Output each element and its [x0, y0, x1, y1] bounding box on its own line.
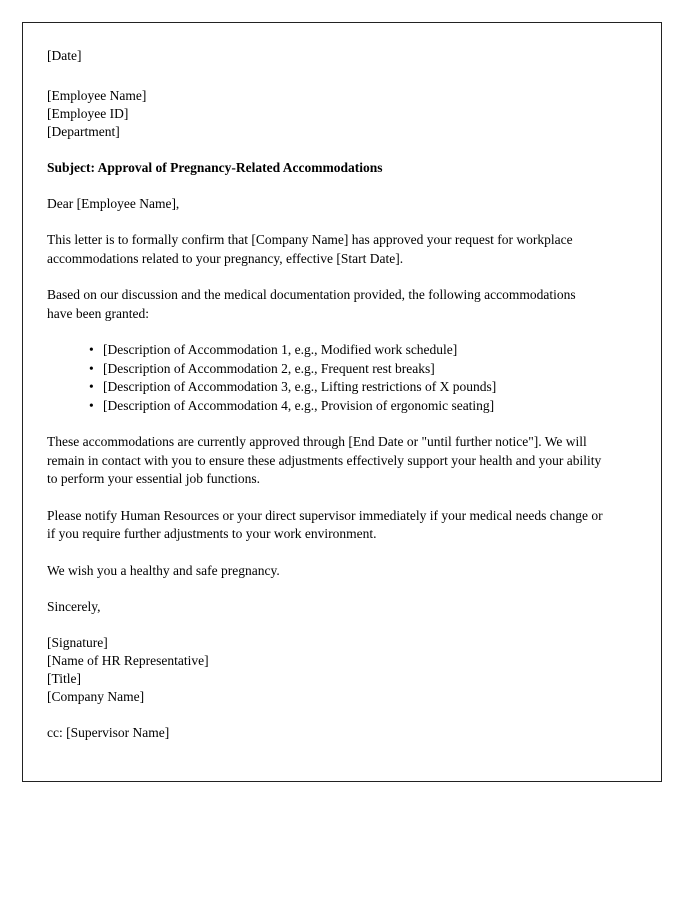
paragraph-duration: These accommodations are currently approved through [End Date or "until further notice"]. We will remain in contact with you to ensure these adjustments effectively support your health and your ability to perform your essential job functions. [47, 434, 602, 486]
accommodation-list [47, 341, 603, 415]
spacer [47, 268, 603, 286]
spacer [47, 213, 603, 231]
date-line: [Date] [47, 48, 82, 63]
recipient-id: [Employee ID] [47, 106, 129, 121]
recipient-department: [Department] [47, 124, 120, 139]
list-item: • [Description of Accommodation 4, e.g., Provision of ergonomic seating] [89, 397, 603, 416]
subject-line: Subject: Approval of Pregnancy-Related Accommodations [47, 160, 383, 175]
cc-line: cc: [Supervisor Name] [47, 725, 170, 740]
paragraph-notify: Please notify Human Resources or your direct supervisor immediately if your medical needs change or if you require further adjustments to your work environment. [47, 507, 603, 541]
list-item: • [Description of Accommodation 2, e.g., Frequent rest breaks] [89, 360, 603, 379]
representative-title: [Title] [47, 671, 82, 686]
list-item: • [Description of Accommodation 1, e.g., Modified work schedule] [89, 341, 603, 360]
spacer [47, 706, 603, 724]
recipient-name: [Employee Name] [47, 88, 147, 103]
recipient-block [47, 87, 603, 141]
spacer [47, 415, 603, 433]
closing-line: Sincerely, [47, 599, 101, 614]
list-item: • [Description of Accommodation 3, e.g., Lifting restrictions of X pounds] [89, 378, 603, 397]
salutation: Dear [Employee Name], [47, 196, 180, 211]
company-name: [Company Name] [47, 689, 145, 704]
paragraph-intro: This letter is to formally confirm that [Company Name] has approved your request for workplace accommodations related to your pregnancy, effective [Start Date]. [47, 232, 573, 266]
spacer [47, 489, 603, 507]
spacer [47, 544, 603, 562]
spacer [47, 323, 603, 341]
spacer [47, 65, 603, 87]
signature-block [47, 634, 603, 706]
letter-page-border [22, 22, 662, 782]
spacer [47, 177, 603, 195]
spacer [47, 141, 603, 159]
spacer [47, 616, 603, 634]
paragraph-wish: We wish you a healthy and safe pregnancy. [47, 562, 280, 578]
paragraph-basis: Based on our discussion and the medical documentation provided, the following accommodations have been granted: [47, 287, 576, 321]
signature-placeholder: [Signature] [47, 635, 108, 650]
letter-content [47, 47, 603, 742]
spacer [47, 580, 603, 598]
hr-representative-name: [Name of HR Representative] [47, 653, 209, 668]
